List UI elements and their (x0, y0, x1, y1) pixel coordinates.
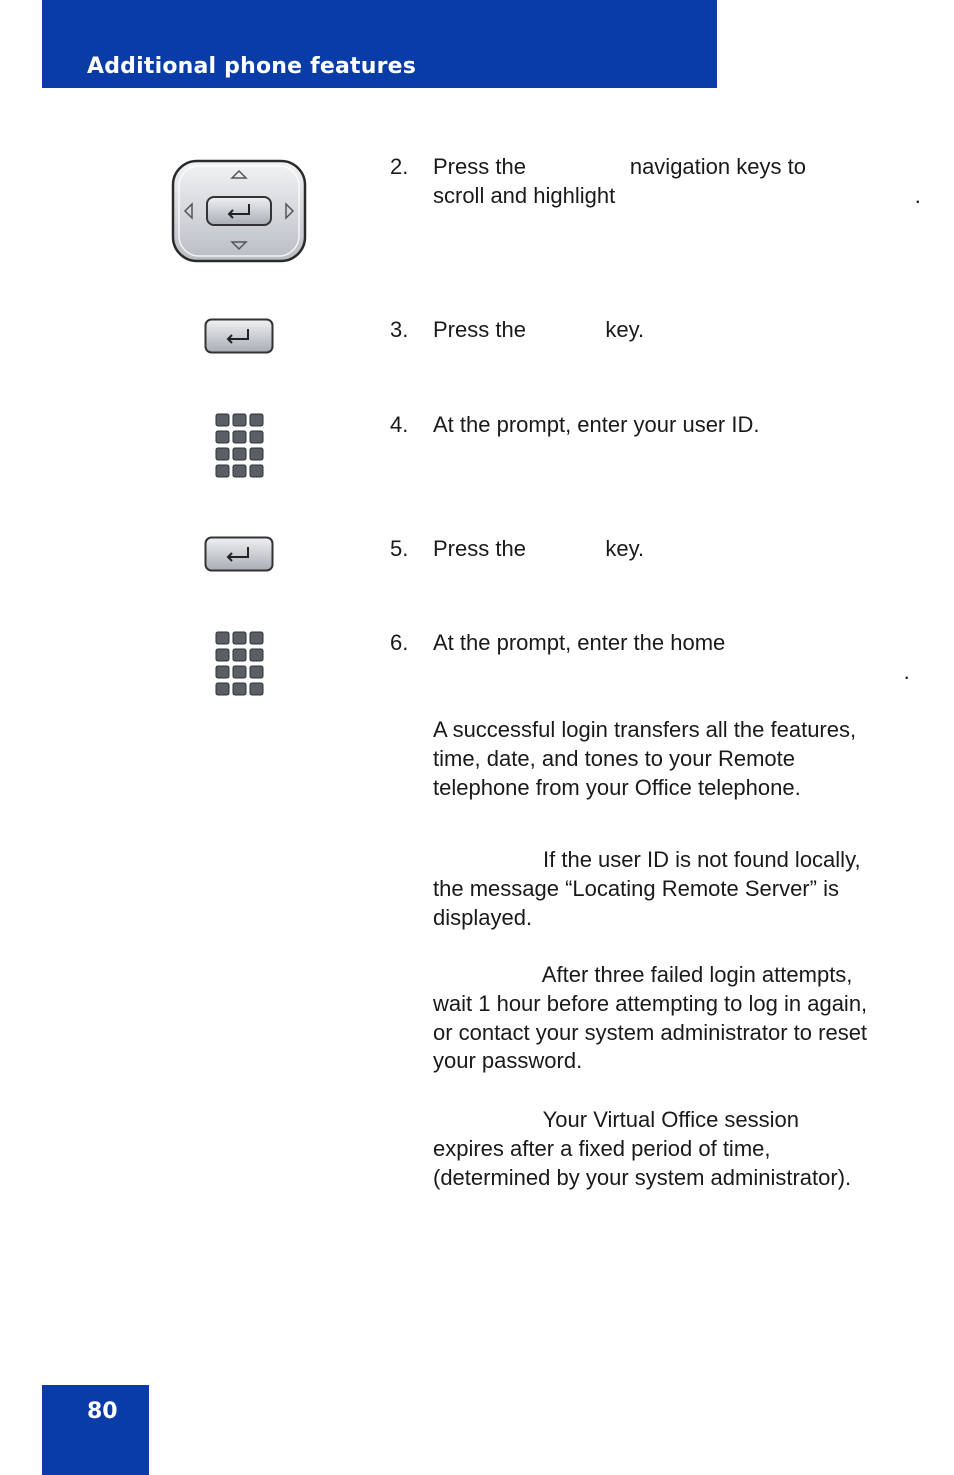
step-number: 4. (390, 412, 409, 437)
step-text (433, 153, 921, 210)
step-text-line: At the prompt, enter the home (433, 630, 726, 655)
step-text (433, 629, 910, 686)
step-text-line: scroll and highlight . (433, 182, 921, 208)
header-bar (42, 0, 717, 88)
note-failed-login-attempts: After three failed login attempts, wait 1 hour before attempting to log in again, or contact your system administrator to reset your password. (433, 962, 868, 1074)
step-number: 2. (390, 154, 409, 179)
step-text: Press the key. (433, 317, 645, 342)
note-session-expiry: Your Virtual Office session expires after a fixed period of time, (determined by your system administrator). (433, 1107, 852, 1190)
dialpad-icon (215, 631, 265, 697)
step-text-line: Press the navigation keys to (433, 154, 806, 179)
step-number: 6. (390, 630, 409, 655)
step-number: 5. (390, 536, 409, 561)
note-user-id-not-found: If the user ID is not found locally, the message “Locating Remote Server” is displayed. (433, 847, 861, 930)
dialpad-icon (215, 413, 265, 479)
step-number: 3. (390, 317, 409, 342)
enter-key-icon (204, 536, 274, 572)
login-success-paragraph: A successful login transfers all the features, time, date, and tones to your Remote telephone from your Office telephone. (433, 717, 857, 800)
step-text: Press the key. (433, 536, 645, 561)
enter-key-icon (204, 318, 274, 354)
navigation-cluster-icon (170, 158, 308, 264)
step-text: At the prompt, enter your user ID. (433, 412, 760, 437)
page-number: 80 (87, 1399, 118, 1424)
step-text-line: . (433, 658, 910, 684)
page-number-box (42, 1385, 149, 1475)
section-title: Additional phone features (87, 54, 417, 79)
